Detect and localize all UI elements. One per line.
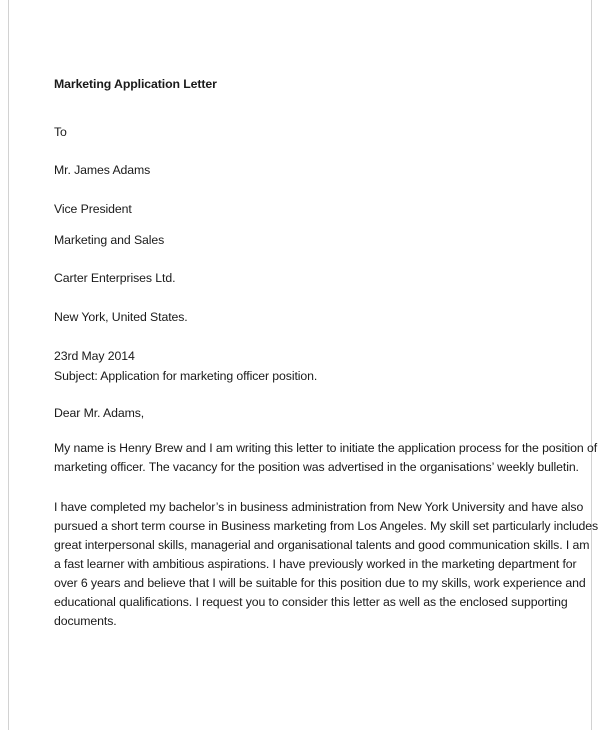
recipient-location: New York, United States. bbox=[54, 310, 188, 324]
recipient-name: Mr. James Adams bbox=[54, 163, 151, 177]
paragraph-line: I have completed my bachelor’s in business administration from New York University and have also bbox=[54, 500, 584, 514]
paragraph-1 bbox=[54, 439, 598, 477]
paragraph-line: pursued a short term course in Business marketing from Los Angeles. My skill set particularly includes bbox=[54, 519, 599, 533]
paragraph-line: My name is Henry Brew and I am writing this letter to initiate the application process for the position of bbox=[54, 441, 598, 455]
recipient-title: Vice President bbox=[54, 202, 132, 216]
recipient-company: Carter Enterprises Ltd. bbox=[54, 271, 176, 285]
paragraph-line: educational qualifications. I request you to consider this letter as well as the enclosed supporting bbox=[54, 595, 568, 609]
paragraph-line: documents. bbox=[54, 614, 117, 628]
paragraph-line: over 6 years and believe that I will be suitable for this position due to my skills, work experience and bbox=[54, 576, 586, 590]
paragraph-2 bbox=[54, 498, 599, 631]
letter-body bbox=[54, 74, 599, 631]
letter-date: 23rd May 2014 bbox=[54, 349, 135, 363]
salutation: Dear Mr. Adams, bbox=[54, 406, 145, 420]
letter-subject: Subject: Application for marketing officer position. bbox=[54, 369, 318, 383]
letter-title: Marketing Application Letter bbox=[54, 77, 217, 91]
paragraph-line: great interpersonal skills, managerial and organisational talents and good communication skills. I am bbox=[54, 538, 590, 552]
to-label: To bbox=[54, 125, 67, 139]
paragraph-line: marketing officer. The vacancy for the position was advertised in the organisations’ weekly bulletin. bbox=[54, 460, 579, 474]
paragraph-line: a fast learner with ambitious aspirations. I have previously worked in the marketing department for bbox=[54, 557, 577, 571]
recipient-department: Marketing and Sales bbox=[54, 233, 165, 247]
